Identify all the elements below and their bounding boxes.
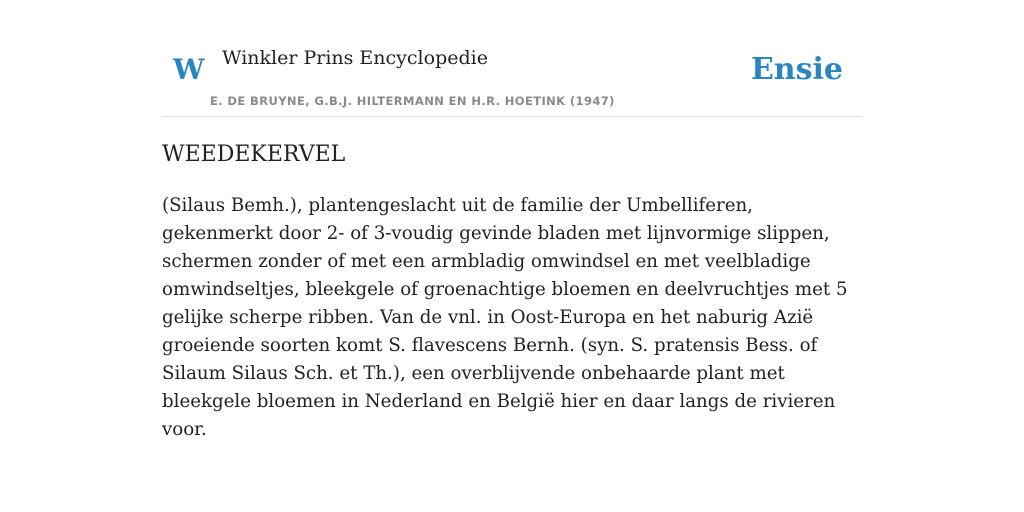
source-header — [162, 0, 862, 117]
source-title-link[interactable]: Winkler Prins Encyclopedie — [222, 47, 488, 69]
entry-body: (Silaus Bemh.), plantengeslacht uit de familie der Umbelliferen, gekenmerkt door 2- of 3-voudig gevinde bladen met lijnvormige slippen, schermen zonder of met een armbladig omwindsel en met veelbladige omwindseltjes, bleekgele of groenachtige bloemen en deelvruchtjes met 5 gelijke scherpe ribben. Van de vnl. in Oost-Europa en het naburig Azië groeiende soorten komt S. flavescens Bernh. (syn. S. pratensis Bess. of Silaum Silaus Sch. et Th.), een overblijvende onbehaarde plant met bleekgele bloemen in Nederland en België hier en daar langs de rivieren voor. — [162, 195, 848, 440]
source-logo[interactable]: W — [173, 53, 205, 86]
brand-logo[interactable]: Ensie — [750, 52, 843, 87]
source-authors: E. DE BRUYNE, G.B.J. HILTERMANN EN H.R. HOETINK (1947) — [210, 94, 615, 108]
entry-title: WEEDEKERVEL — [162, 142, 346, 167]
